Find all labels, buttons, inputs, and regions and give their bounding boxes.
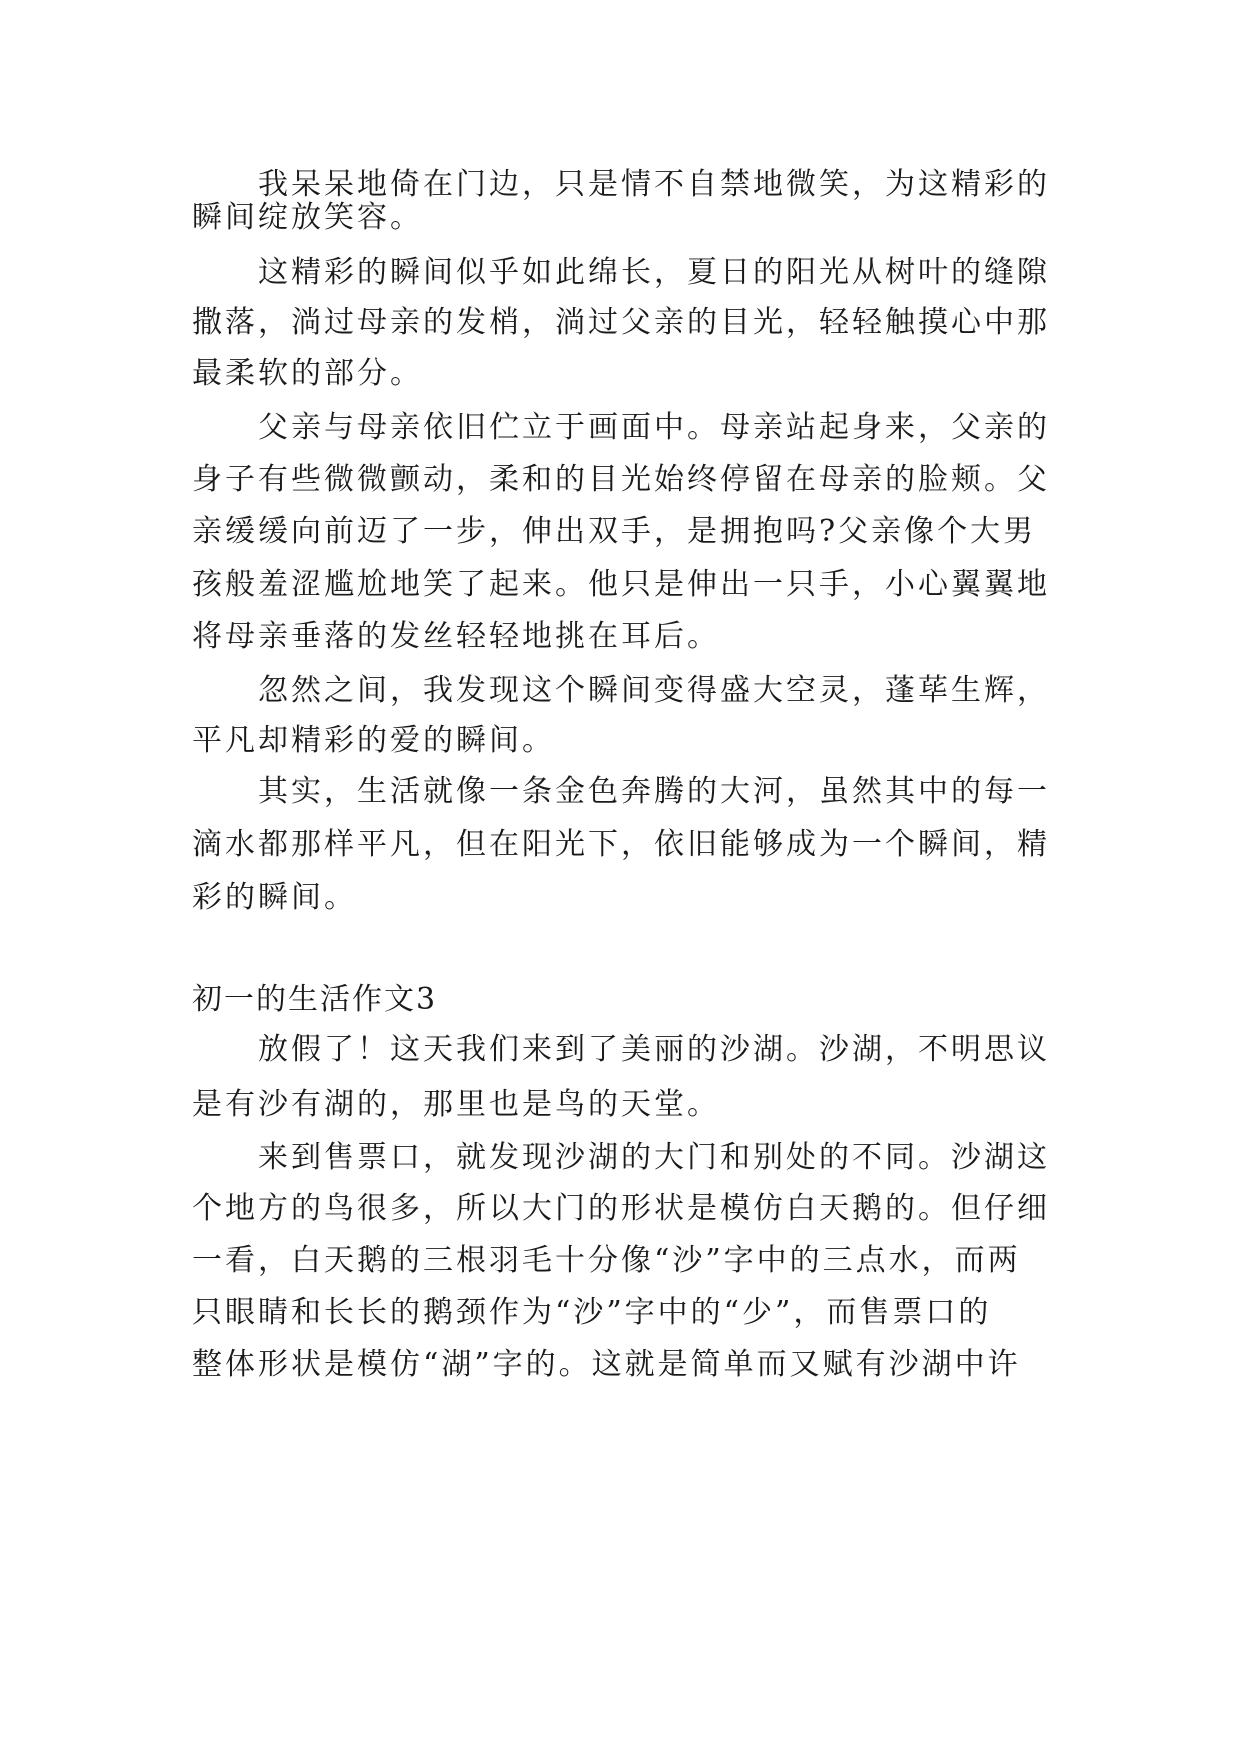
paragraph-line: 一看，白天鹅的三根羽毛十分像“沙”字中的三点水，而两 <box>192 1243 1021 1278</box>
paragraph-line: 最柔软的部分。 <box>192 356 423 391</box>
paragraph-line: 亲缓缓向前迈了一步，伸出双手，是拥抱吗?父亲像个大男 <box>192 514 1037 549</box>
paragraph-line: 彩的瞬间。 <box>192 880 357 915</box>
paragraph-line: 是有沙有湖的，那里也是鸟的天堂。 <box>192 1087 720 1122</box>
paragraph-line: 我呆呆地倚在门边，只是情不自禁地微笑，为这精彩的 <box>258 167 1050 202</box>
paragraph-line: 这精彩的瞬间似乎如此绵长，夏日的阳光从树叶的缝隙 <box>258 255 1050 290</box>
paragraph-line: 将母亲垂落的发丝轻轻地挑在耳后。 <box>192 619 720 654</box>
paragraph-line: 瞬间绽放笑容。 <box>192 200 423 235</box>
paragraph-line: 放假了！这天我们来到了美丽的沙湖。沙湖，不明思议 <box>258 1032 1050 1067</box>
paragraph-line: 个地方的鸟很多，所以大门的形状是模仿白天鹅的。但仔细 <box>192 1191 1050 1226</box>
paragraph-line: 平凡却精彩的爱的瞬间。 <box>192 723 555 758</box>
paragraph-line: 撒落，淌过母亲的发梢，淌过父亲的目光，轻轻触摸心中那 <box>192 305 1050 340</box>
paragraph-line: 其实，生活就像一条金色奔腾的大河，虽然其中的每一 <box>258 774 1050 809</box>
section-heading: 初一的生活作文3 <box>192 982 438 1017</box>
paragraph-line: 整体形状是模仿“湖”字的。这就是简单而又赋有沙湖中许 <box>192 1347 1021 1382</box>
paragraph-line: 身子有些微微颤动，柔和的目光始终停留在母亲的脸颊。父 <box>192 462 1050 497</box>
paragraph-line: 孩般羞涩尴尬地笑了起来。他只是伸出一只手，小心翼翼地 <box>192 567 1050 602</box>
paragraph-line: 滴水都那样平凡，但在阳光下，依旧能够成为一个瞬间，精 <box>192 827 1050 862</box>
paragraph-line: 忽然之间，我发现这个瞬间变得盛大空灵，蓬荜生辉， <box>258 673 1050 708</box>
paragraph-line: 来到售票口，就发现沙湖的大门和别处的不同。沙湖这 <box>258 1140 1050 1175</box>
paragraph-line: 只眼睛和长长的鹅颈作为“沙”字中的“少”，而售票口的 <box>192 1295 992 1330</box>
paragraph-line: 父亲与母亲依旧伫立于画面中。母亲站起身来，父亲的 <box>258 410 1050 445</box>
